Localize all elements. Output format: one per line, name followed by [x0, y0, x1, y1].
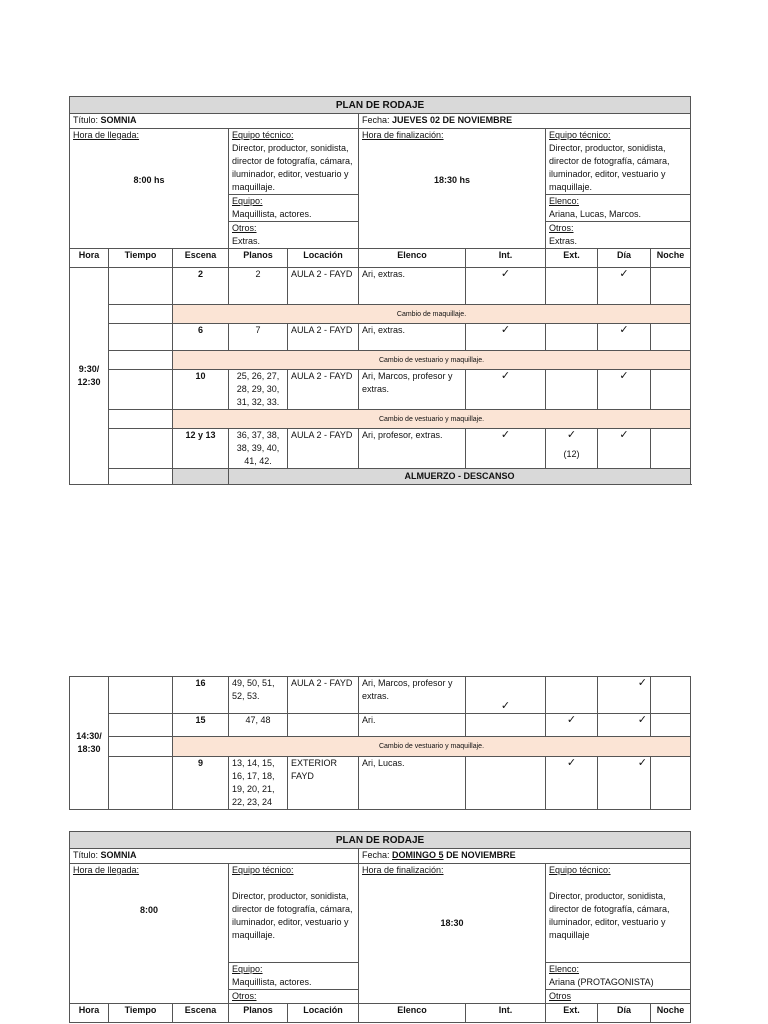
tiempo-cell [109, 714, 173, 737]
titulo-label: Título: [73, 115, 99, 125]
fecha-label: Fecha: [362, 115, 390, 125]
dia-check: ✓ [598, 268, 651, 305]
int-check: ✓ [466, 370, 546, 410]
table-row [70, 714, 691, 737]
elenco-row-cell: Ari, extras. [359, 324, 466, 351]
otros-value: Extras. [232, 236, 261, 246]
equipo-tecnico-label: Equipo técnico: [232, 865, 294, 875]
dia-check: ✓ [598, 324, 651, 351]
hora-llegada-cell [70, 864, 229, 1004]
note-row: Cambio de vestuario y maquillaje. [173, 351, 691, 370]
table-row [70, 268, 691, 305]
equipo-label: Equipo: [232, 196, 263, 206]
elenco-cell [546, 195, 691, 222]
hora-llegada-cell [70, 129, 229, 249]
elenco-row-cell: Ari, Marcos, profesor y extras. [359, 370, 466, 410]
elenco-cell [546, 963, 691, 990]
ext-note: (12) [563, 449, 580, 459]
col-dia: Día [598, 249, 651, 268]
noche-check [651, 370, 691, 410]
col-ext: Ext. [546, 249, 598, 268]
escena-cell: 10 [173, 370, 229, 410]
planos-cell: 13, 14, 15, 16, 17, 18, 19, 20, 21, 22, 23, 24 [229, 757, 288, 810]
escena-cell: 6 [173, 324, 229, 351]
noche-check [651, 429, 691, 469]
tiempo-cell [109, 268, 173, 305]
dia-check: ✓ [598, 757, 651, 810]
table-row [70, 429, 691, 469]
table-row [70, 324, 691, 351]
dia-check: ✓ [598, 370, 651, 410]
locacion-cell: AULA 2 - FAYD [288, 429, 359, 469]
elenco-row-cell: Ari. [359, 714, 466, 737]
locacion-cell [288, 714, 359, 737]
equipo-tecnico-label: Equipo técnico: [232, 130, 294, 140]
shooting-plan-table-1 [69, 96, 691, 485]
elenco-row-cell: Ari, extras. [359, 268, 466, 305]
ext-check [546, 677, 598, 714]
noche-check [651, 268, 691, 305]
equipo-tecnico-2-value: Director, productor, sonidista, director de fotografía, cámara, iluminador, editor, vestuario y maquillaje. [549, 143, 670, 192]
tiempo-cell [109, 677, 173, 714]
hora-llegada-value: 8:00 [139, 905, 158, 915]
noche-check [651, 677, 691, 714]
plan-title: PLAN DE RODAJE [70, 832, 691, 849]
fecha-cell [359, 114, 691, 129]
int-check: ✓ [466, 429, 546, 469]
hora-fin-value: 18:30 [440, 918, 464, 928]
hora-llegada-label: Hora de llegada: [73, 865, 140, 875]
locacion-cell: EXTERIOR FAYD [288, 757, 359, 810]
equipo-value: Maquillista, actores. [232, 977, 312, 987]
col-planos: Planos [229, 249, 288, 268]
hora-llegada-label: Hora de llegada: [73, 130, 140, 140]
ext-check [546, 370, 598, 410]
col-escena: Escena [173, 1004, 229, 1023]
dia-check: ✓ [598, 677, 651, 714]
locacion-cell: AULA 2 - FAYD [288, 324, 359, 351]
equipo-tecnico-value: Director, productor, sonidista, director de fotografía, cámara, iluminador, editor, vestuario y maquillaje. [232, 143, 353, 192]
otros-label: Otros: [232, 991, 257, 1001]
dia-check: ✓ [598, 714, 651, 737]
equipo-tecnico-value: Director, productor, sonidista, director de fotografía, cámara, iluminador, editor, vestuario y maquillaje. [232, 891, 353, 940]
planos-cell: 36, 37, 38, 38, 39, 40, 41, 42. [229, 429, 288, 469]
planos-cell: 7 [229, 324, 288, 351]
tiempo-cell [109, 370, 173, 410]
equipo-tecnico-2-label: Equipo técnico: [549, 865, 611, 875]
otros-2-label: Otros [549, 991, 572, 1001]
equipo-cell [229, 195, 359, 222]
col-dia: Día [598, 1004, 651, 1023]
planos-cell: 47, 48 [229, 714, 288, 737]
noche-check [651, 324, 691, 351]
planos-cell: 2 [229, 268, 288, 305]
shooting-plan-table-1-continued [69, 676, 691, 810]
fecha-label: Fecha: [362, 850, 390, 860]
ext-check [546, 268, 598, 305]
hora-fin-cell [359, 129, 546, 249]
col-planos: Planos [229, 1004, 288, 1023]
elenco-value: Ariana (PROTAGONISTA) [549, 977, 654, 987]
hora-block: 14:30/ 18:30 [70, 677, 109, 810]
tiempo-cell [109, 351, 173, 370]
equipo-value: Maquillista, actores. [232, 209, 312, 219]
ext-check: ✓ [546, 757, 598, 810]
equipo-tecnico-2-value: Director, productor, sonidista, director de fotografía, cámara, iluminador, editor, vestuario y maquillaje [549, 891, 670, 940]
hora-llegada-value: 8:00 hs [133, 175, 165, 185]
ext-check: ✓ [546, 714, 598, 737]
titulo-value: SOMNIA [100, 115, 137, 125]
fecha-value-a: DOMINGO 5 [392, 850, 444, 860]
noche-check [651, 714, 691, 737]
equipo-tecnico-cell [229, 864, 359, 963]
otros-2-label: Otros: [549, 223, 574, 233]
lunch-row: ALMUERZO - DESCANSO [229, 469, 691, 485]
elenco-row-cell: Ari, Marcos, profesor y extras. [359, 677, 466, 714]
ext-check: ✓ [566, 429, 577, 441]
otros-2-cell [546, 990, 691, 1004]
table-row [70, 677, 691, 714]
titulo-value: SOMNIA [100, 850, 137, 860]
col-hora: Hora [70, 249, 109, 268]
col-noche: Noche [651, 1004, 691, 1023]
planos-cell: 25, 26, 27, 28, 29, 30, 31, 32, 33. [229, 370, 288, 410]
col-hora: Hora [70, 1004, 109, 1023]
elenco-value: Ariana, Lucas, Marcos. [549, 209, 642, 219]
hora-fin-label: Hora de finalización: [362, 865, 444, 875]
tiempo-cell [109, 757, 173, 810]
col-elenco: Elenco [359, 1004, 466, 1023]
tiempo-cell [109, 305, 173, 324]
hora-fin-cell [359, 864, 546, 1004]
escena-cell: 12 y 13 [173, 429, 229, 469]
col-int: Int. [466, 249, 546, 268]
int-check [466, 714, 546, 737]
elenco-label: Elenco: [549, 964, 580, 974]
elenco-row-cell: Ari, Lucas. [359, 757, 466, 810]
tiempo-cell [109, 429, 173, 469]
note-row: Cambio de maquillaje. [173, 305, 691, 324]
int-check: ✓ [466, 324, 546, 351]
col-ext: Ext. [546, 1004, 598, 1023]
otros-label: Otros: [232, 223, 257, 233]
col-locacion: Locación [288, 1004, 359, 1023]
elenco-row-cell: Ari, profesor, extras. [359, 429, 466, 469]
note-row: Cambio de vestuario y maquillaje. [173, 737, 691, 757]
col-escena: Escena [173, 249, 229, 268]
fecha-cell [359, 849, 691, 864]
int-check [466, 757, 546, 810]
int-check: ✓ [466, 677, 546, 714]
locacion-cell: AULA 2 - FAYD [288, 268, 359, 305]
tiempo-gray-cell [173, 469, 229, 485]
shooting-plan-table-2 [69, 831, 691, 1023]
equipo-tecnico-2-cell [546, 129, 691, 195]
table-row [70, 757, 691, 810]
fecha-value-b: DE NOVIEMBRE [446, 850, 516, 860]
locacion-cell: AULA 2 - FAYD [288, 370, 359, 410]
equipo-cell [229, 963, 359, 990]
elenco-label: Elenco: [549, 196, 580, 206]
equipo-tecnico-cell [229, 129, 359, 195]
otros-cell [229, 990, 359, 1004]
table-row [70, 370, 691, 410]
col-noche: Noche [651, 249, 691, 268]
noche-check [651, 757, 691, 810]
int-check: ✓ [466, 268, 546, 305]
equipo-label: Equipo: [232, 964, 263, 974]
escena-cell: 15 [173, 714, 229, 737]
col-locacion: Locación [288, 249, 359, 268]
equipo-tecnico-2-cell [546, 864, 691, 963]
planos-cell: 49, 50, 51, 52, 53. [229, 677, 288, 714]
tiempo-cell [109, 737, 173, 757]
col-tiempo: Tiempo [109, 1004, 173, 1023]
tiempo-cell [109, 410, 173, 429]
escena-cell: 9 [173, 757, 229, 810]
equipo-tecnico-2-label: Equipo técnico: [549, 130, 611, 140]
plan-title: PLAN DE RODAJE [70, 97, 691, 114]
locacion-cell: AULA 2 - FAYD [288, 677, 359, 714]
col-tiempo: Tiempo [109, 249, 173, 268]
hora-empty-cell [109, 469, 173, 485]
otros-2-value: Extras. [549, 236, 578, 246]
titulo-cell [70, 849, 359, 864]
ext-check [546, 324, 598, 351]
col-elenco: Elenco [359, 249, 466, 268]
hora-fin-label: Hora de finalización: [362, 130, 444, 140]
hora-fin-value: 18:30 hs [433, 175, 471, 185]
escena-cell: 2 [173, 268, 229, 305]
otros-2-cell [546, 222, 691, 249]
tiempo-cell [109, 324, 173, 351]
escena-cell: 16 [173, 677, 229, 714]
hora-block: 9:30/ 12:30 [70, 268, 109, 485]
fecha-value: JUEVES 02 DE NOVIEMBRE [392, 115, 513, 125]
titulo-label: Título: [73, 850, 99, 860]
dia-check: ✓ [598, 429, 651, 469]
ext-check-cell [546, 429, 598, 469]
otros-cell [229, 222, 359, 249]
note-row: Cambio de vestuario y maquillaje. [173, 410, 691, 429]
col-int: Int. [466, 1004, 546, 1023]
titulo-cell [70, 114, 359, 129]
